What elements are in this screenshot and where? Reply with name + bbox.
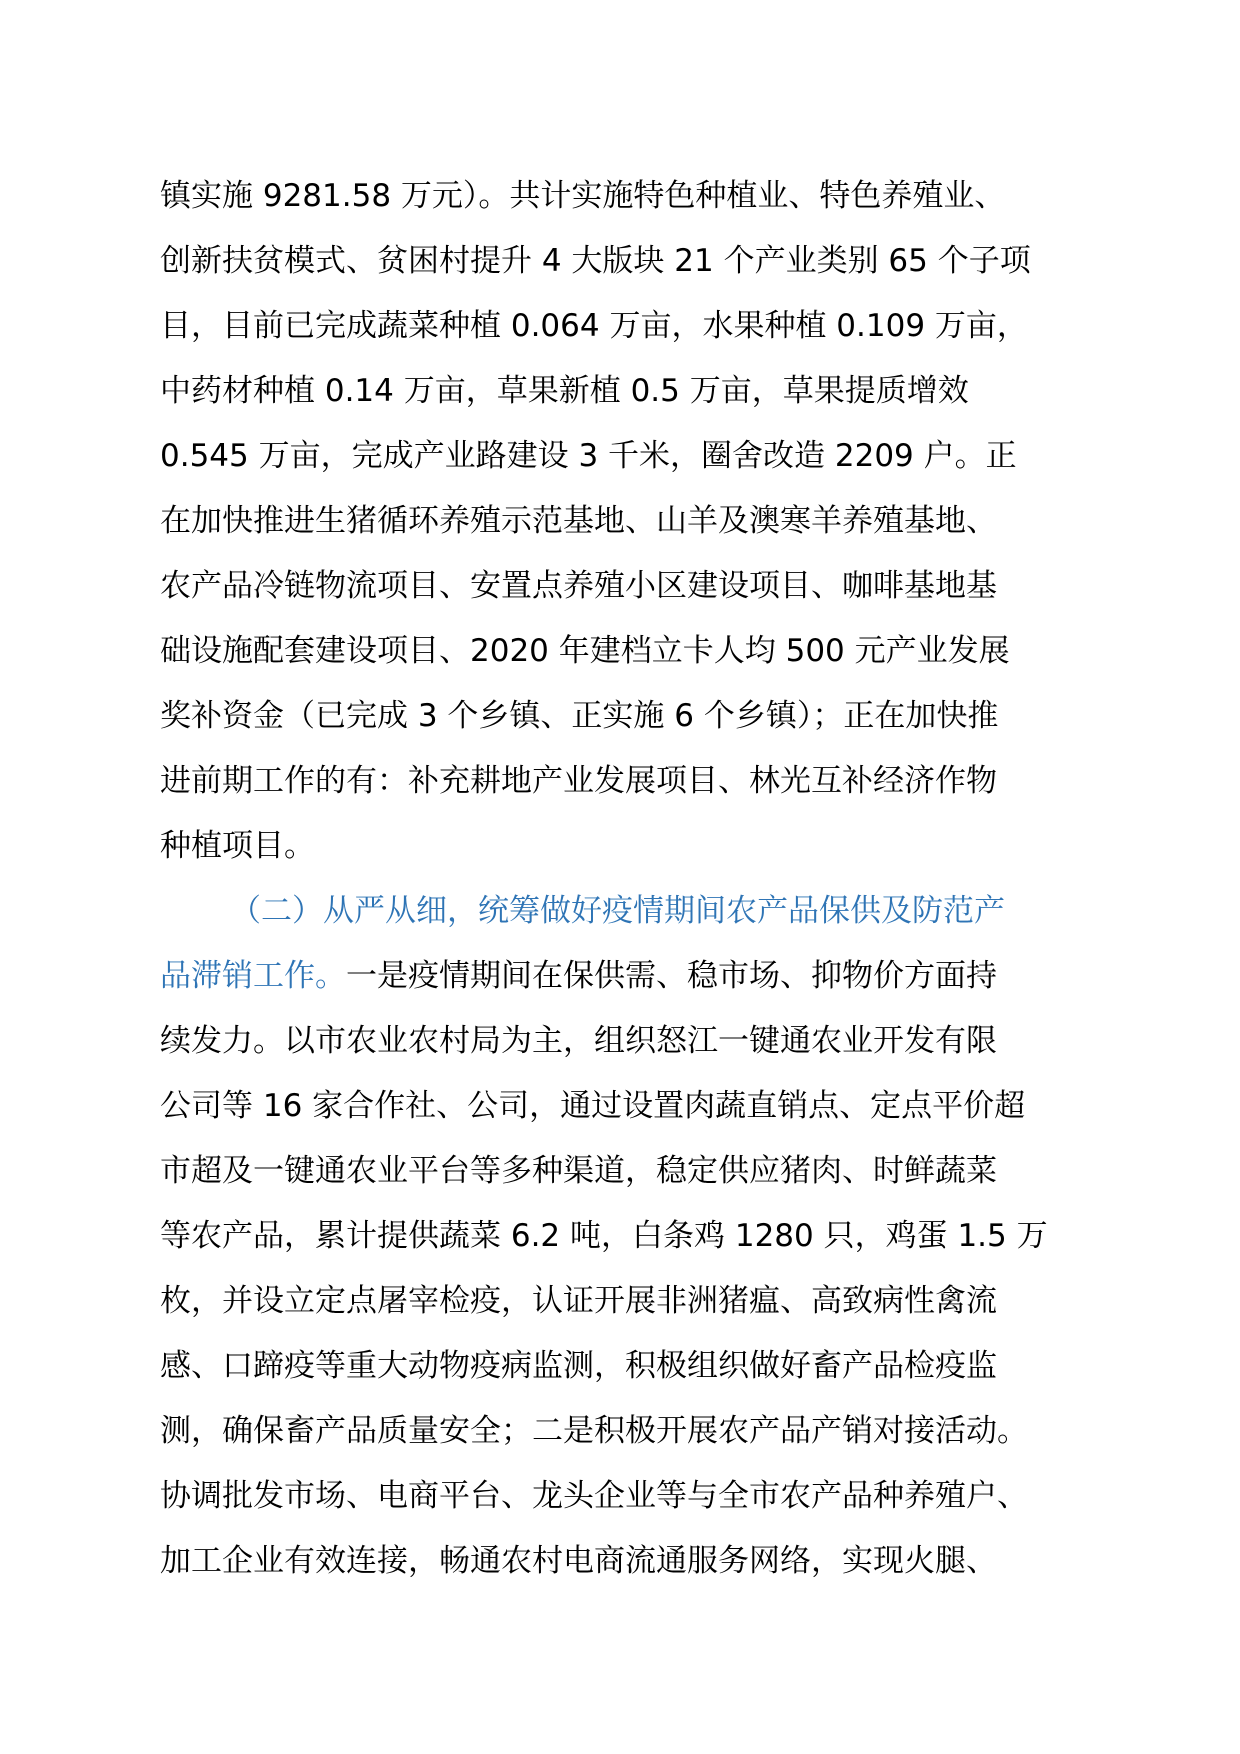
section-line: 测，确保畜产品质量安全；二是积极开展农产品产销对接活动。 xyxy=(160,1413,1028,1449)
paragraph-line: 农产品冷链物流项目、安置点养殖小区建设项目、咖啡基地基 xyxy=(160,568,997,604)
paragraph-line: 镇实施 9281.58 万元）。共计实施特色种植业、特色养殖业、 xyxy=(160,178,1006,214)
body-text xyxy=(160,164,1100,1594)
section-heading: （二）从严从细，统筹做好疫情期间农产品保供及防范产 xyxy=(230,893,1005,929)
section-line: 续发力。以市农业农村局为主，组织怒江一键通农业开发有限 xyxy=(160,1023,997,1059)
section-line: 感、口蹄疫等重大动物疫病监测，积极组织做好畜产品检疫监 xyxy=(160,1348,997,1384)
paragraph-line: 奖补资金（已完成 3 个乡镇、正实施 6 个乡镇）；正在加快推 xyxy=(160,698,999,734)
paragraph-line: 创新扶贫模式、贫困村提升 4 大版块 21 个产业类别 65 个子项 xyxy=(160,243,1031,279)
section-line: 公司等 16 家合作社、公司，通过设置肉蔬直销点、定点平价超 xyxy=(160,1088,1026,1124)
section-line: 市超及一键通农业平台等多种渠道，稳定供应猪肉、时鲜蔬菜 xyxy=(160,1153,997,1189)
paragraph-line: 础设施配套建设项目、2020 年建档立卡人均 500 元产业发展 xyxy=(160,633,1010,669)
paragraph-line: 中药材种植 0.14 万亩，草果新植 0.5 万亩，草果提质增效 xyxy=(160,373,969,409)
section-line-text: 一是疫情期间在保供需、稳市场、抑物价方面持 xyxy=(346,958,997,994)
section-line: 协调批发市场、电商平台、龙头企业等与全市农产品种养殖户、 xyxy=(160,1478,1028,1514)
paragraph-line: 目，目前已完成蔬菜种植 0.064 万亩，水果种植 0.109 万亩， xyxy=(160,308,1028,344)
section-line: 枚，并设立定点屠宰检疫，认证开展非洲猪瘟、高致病性禽流 xyxy=(160,1283,997,1319)
section-line: 等农产品，累计提供蔬菜 6.2 吨，白条鸡 1280 只，鸡蛋 1.5 万 xyxy=(160,1218,1048,1254)
paragraph-line: 进前期工作的有：补充耕地产业发展项目、林光互补经济作物 xyxy=(160,763,997,799)
paragraph-line: 在加快推进生猪循环养殖示范基地、山羊及澳寒羊养殖基地、 xyxy=(160,503,997,539)
section-line: 加工企业有效连接，畅通农村电商流通服务网络，实现火腿、 xyxy=(160,1543,997,1579)
section-heading-continued: 品滞销工作。 xyxy=(160,958,346,994)
section-line xyxy=(160,944,1100,1009)
paragraph-line: 0.545 万亩，完成产业路建设 3 千米，圈舍改造 2209 户。正 xyxy=(160,438,1017,474)
paragraph-line: 种植项目。 xyxy=(160,828,315,864)
